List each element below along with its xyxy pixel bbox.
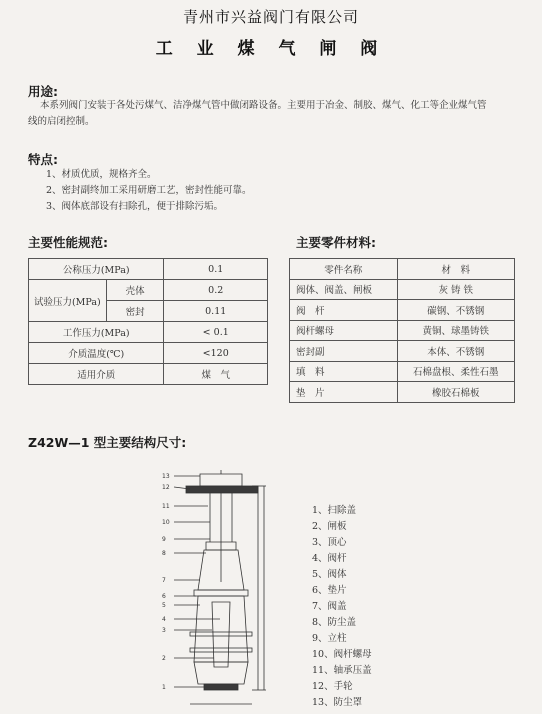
table-row	[290, 341, 515, 362]
spec-value: 0.1	[164, 259, 268, 280]
table-row	[290, 382, 515, 403]
table-row	[290, 320, 515, 341]
spec-label: 工作压力(MPa)	[29, 322, 164, 343]
table-row	[29, 343, 268, 364]
structure-heading: Z42W—1 型主要结构尺寸:	[28, 435, 187, 450]
spec-label: 介质温度(℃)	[29, 343, 164, 364]
feature-item: 3、阀体底部设有扫除孔，便于排除污垢。	[46, 201, 224, 212]
list-item: 9、立柱	[312, 633, 347, 644]
part-name: 密封副	[290, 341, 398, 362]
cleanout-cover-shape	[204, 684, 238, 690]
list-item: 10、阀杆螺母	[312, 649, 372, 660]
callout-10: 10	[162, 519, 170, 526]
callout-6: 6	[162, 593, 166, 600]
list-item: 13、防尘罩	[312, 697, 363, 708]
part-material: 本体、不锈钢	[397, 341, 514, 362]
part-name: 填 料	[290, 361, 398, 382]
list-item: 8、防尘盖	[312, 617, 357, 628]
company-name: 青州市兴益阀门有限公司	[182, 8, 359, 26]
spec-value: <120	[164, 343, 268, 364]
table-row	[29, 280, 268, 301]
features-heading: 特点:	[28, 152, 58, 167]
feature-item: 2、密封副终加工采用研磨工艺，密封性能可靠。	[46, 185, 252, 196]
callout-2: 2	[162, 655, 166, 662]
part-name: 阀 杆	[290, 300, 398, 321]
list-item: 11、轴承压盖	[312, 665, 372, 676]
page-title: 工 业 煤 气 闸 阀	[155, 39, 387, 59]
callout-1: 1	[162, 684, 166, 691]
usage-text-line1: 本系列阀门安装于各处污煤气、洁净煤气管中做闭路设备。主要用于冶金、制胶、煤气、化工等企业煤气管	[40, 100, 487, 111]
usage-text-line2: 线的启闭控制。	[28, 116, 95, 127]
part-material: 碳钢、不锈钢	[397, 300, 514, 321]
table-row	[290, 300, 515, 321]
spec-value: 0.2	[164, 280, 268, 301]
list-item: 7、阀盖	[312, 601, 347, 612]
column-header: 材 料	[397, 259, 514, 280]
list-item: 1、扫除盖	[312, 505, 357, 516]
part-name: 垫 片	[290, 382, 398, 403]
list-item: 4、阀杆	[312, 553, 347, 564]
part-material: 黄铜、球墨铸铁	[397, 320, 514, 341]
table-row	[29, 322, 268, 343]
table-row	[29, 364, 268, 385]
usage-text	[28, 98, 528, 130]
spec-label: 试验压力(MPa)	[29, 280, 107, 322]
spec-label: 适用介质	[29, 364, 164, 385]
materials-heading: 主要零件材料:	[296, 235, 376, 250]
table-row	[290, 279, 515, 300]
part-material: 橡胶石棉板	[397, 382, 514, 403]
list-item: 12、手轮	[312, 681, 353, 692]
callout-5: 5	[162, 602, 166, 609]
gate-valve-diagram	[160, 462, 270, 712]
usage-heading: 用途:	[28, 84, 58, 99]
callout-13: 13	[162, 473, 170, 480]
column-header: 零件名称	[290, 259, 398, 280]
callout-9: 9	[162, 536, 166, 543]
spec-value: 0.11	[164, 301, 268, 322]
features-list	[46, 167, 252, 215]
table-row	[29, 259, 268, 280]
spec-heading: 主要性能规范:	[28, 235, 108, 250]
list-item: 6、垫片	[312, 585, 347, 596]
spec-sublabel: 壳体	[106, 280, 164, 301]
spec-sublabel: 密封	[106, 301, 164, 322]
spec-value: < 0.1	[164, 322, 268, 343]
gate-disc-shape	[212, 602, 230, 667]
table-header-row	[290, 259, 515, 280]
part-name: 阀体、阀盖、闸板	[290, 279, 398, 300]
part-material: 灰 铸 铁	[397, 279, 514, 300]
callout-12: 12	[162, 484, 170, 491]
callout-8: 8	[162, 550, 166, 557]
materials-table	[289, 258, 515, 403]
spec-table	[28, 258, 268, 385]
callout-3: 3	[162, 627, 166, 634]
list-item: 5、阀体	[312, 569, 347, 580]
list-item: 2、闸板	[312, 521, 347, 532]
part-material: 石棉盘根、柔性石墨	[397, 361, 514, 382]
handwheel-shape	[186, 486, 258, 493]
part-name: 阀杆螺母	[290, 320, 398, 341]
spec-label: 公称压力(MPa)	[29, 259, 164, 280]
spec-value: 煤 气	[164, 364, 268, 385]
table-row	[290, 361, 515, 382]
callout-7: 7	[162, 577, 166, 584]
dust-cover-shape	[200, 474, 242, 486]
list-item: 3、顶心	[312, 537, 347, 548]
callout-4: 4	[162, 616, 166, 623]
parts-list	[312, 503, 372, 711]
callout-11: 11	[162, 503, 170, 510]
feature-item: 1、材质优质，规格齐全。	[46, 169, 157, 180]
